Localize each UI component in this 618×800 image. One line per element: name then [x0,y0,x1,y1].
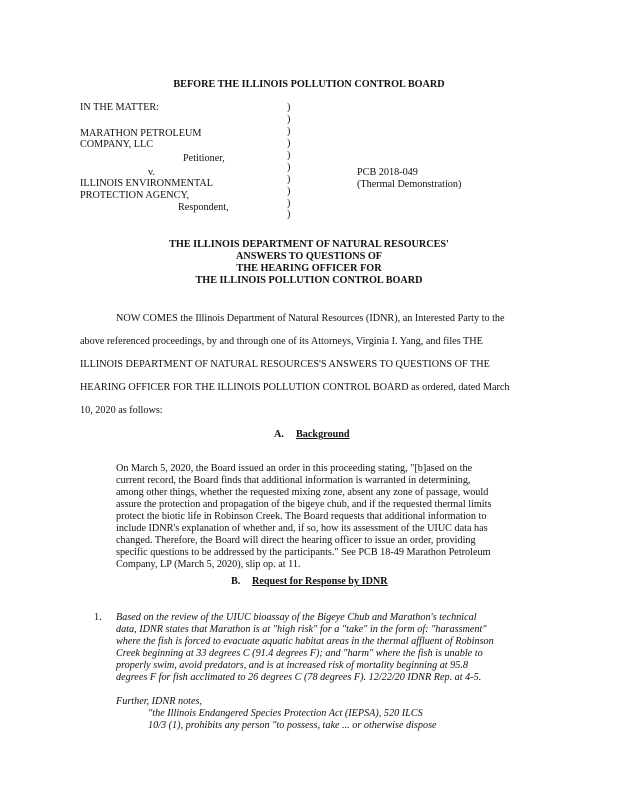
heading-line: THE ILLINOIS POLLUTION CONTROL BOARD [195,275,423,286]
bracket: ) [287,150,291,161]
background-line: among other things, whether the requested mixing zone, absent any zone of passage, would [116,487,489,498]
question-line: Based on the review of the UIUC bioassay of the Bigeye Chub and Marathon's technical [116,612,477,623]
bracket: ) [287,209,291,220]
respondent-role: Respondent, [178,202,229,213]
quote-line: "the Illinois Endangered Species Protection Act (IEPSA), 520 ILCS [148,708,423,719]
bracket: ) [287,198,291,209]
section-b-title: Request for Response by IDNR [252,576,388,587]
background-line: changed. Therefore, the Board will direct the hearing officer to issue an order, providing [116,535,476,546]
intro-line: above referenced proceedings, by and through one of its Attorneys, Virginia I. Yang, and files THE [80,336,483,347]
section-b-letter: B. [231,576,241,587]
further-label: Further, IDNR notes, [116,696,203,707]
petitioner-role: Petitioner, [183,153,225,164]
question-line: data, IDNR states that Marathon is at "high risk" for a "take" in the form of: "harassment" [116,624,487,635]
intro-line: ILLINOIS DEPARTMENT OF NATURAL RESOURCES'S ANSWERS TO QUESTIONS OF THE [80,359,490,370]
background-line: Company, LP (March 5, 2020), slip op. at 11. [116,559,301,570]
bracket: ) [287,162,291,173]
heading-line: THE HEARING OFFICER FOR [236,263,382,274]
case-number: PCB 2018-049 [357,167,418,178]
bracket: ) [287,186,291,197]
section-a-letter: A. [274,429,284,440]
background-line: include IDNR's explanation of whether and, if so, how its assessment of the UIUC data has [116,523,488,534]
question-line: degrees F for fish acclimated to 26 degrees C (78 degrees F). 12/22/20 IDNR Rep. at 4-5. [116,672,482,683]
case-type: (Thermal Demonstration) [357,179,462,190]
respondent-name-line-2: PROTECTION AGENCY, [80,190,190,201]
quote-line: 10/3 (1), prohibits any person "to possess, take ... or otherwise dispose [148,720,437,731]
bracket: ) [287,126,291,137]
board-title: BEFORE THE ILLINOIS POLLUTION CONTROL BOARD [173,79,445,90]
bracket: ) [287,174,291,185]
section-a-title: Background [296,429,350,440]
question-line: where the fish is forced to evacuate aquatic habitat areas in the thermal affluent of Robinson [116,636,494,647]
question-number: 1. [94,612,102,623]
heading-line: THE ILLINOIS DEPARTMENT OF NATURAL RESOURCES' [169,239,449,250]
petitioner-name-line-1: MARATHON PETROLEUM [80,128,202,139]
background-line: specific questions to be addressed by the participants." See PCB 18-49 Marathon Petroleum [116,547,491,558]
bracket: ) [287,114,291,125]
question-line: properly swim, avoid predators, and is at increased risk of mortality beginning at 95.8 [116,660,469,671]
intro-line: NOW COMES the Illinois Department of Natural Resources (IDNR), an Interested Party to the [116,313,505,324]
versus: v. [148,167,155,178]
in-the-matter: IN THE MATTER: [80,102,160,113]
background-line: assure the protection and propagation of the bigeye chub, and if the requested thermal limits [116,499,492,510]
background-line: On March 5, 2020, the Board issued an order in this proceeding stating, "[b]ased on the [116,463,473,474]
bracket: ) [287,138,291,149]
petitioner-name-line-2: COMPANY, LLC [80,139,154,150]
question-line: Creek beginning at 33 degrees C (91.4 degrees F); and "harm" where the fish is unable to [116,648,483,659]
heading-line: ANSWERS TO QUESTIONS OF [236,251,382,262]
intro-line: HEARING OFFICER FOR THE ILLINOIS POLLUTION CONTROL BOARD as ordered, dated March [80,382,510,393]
intro-line: 10, 2020 as follows: [80,405,163,416]
background-line: protect the biotic life in Robinson Creek. The Board requests that additional information to [116,511,487,522]
background-line: current record, the Board finds that additional information is warranted in determining, [116,475,471,486]
respondent-name-line-1: ILLINOIS ENVIRONMENTAL [80,178,214,189]
bracket: ) [287,102,291,113]
